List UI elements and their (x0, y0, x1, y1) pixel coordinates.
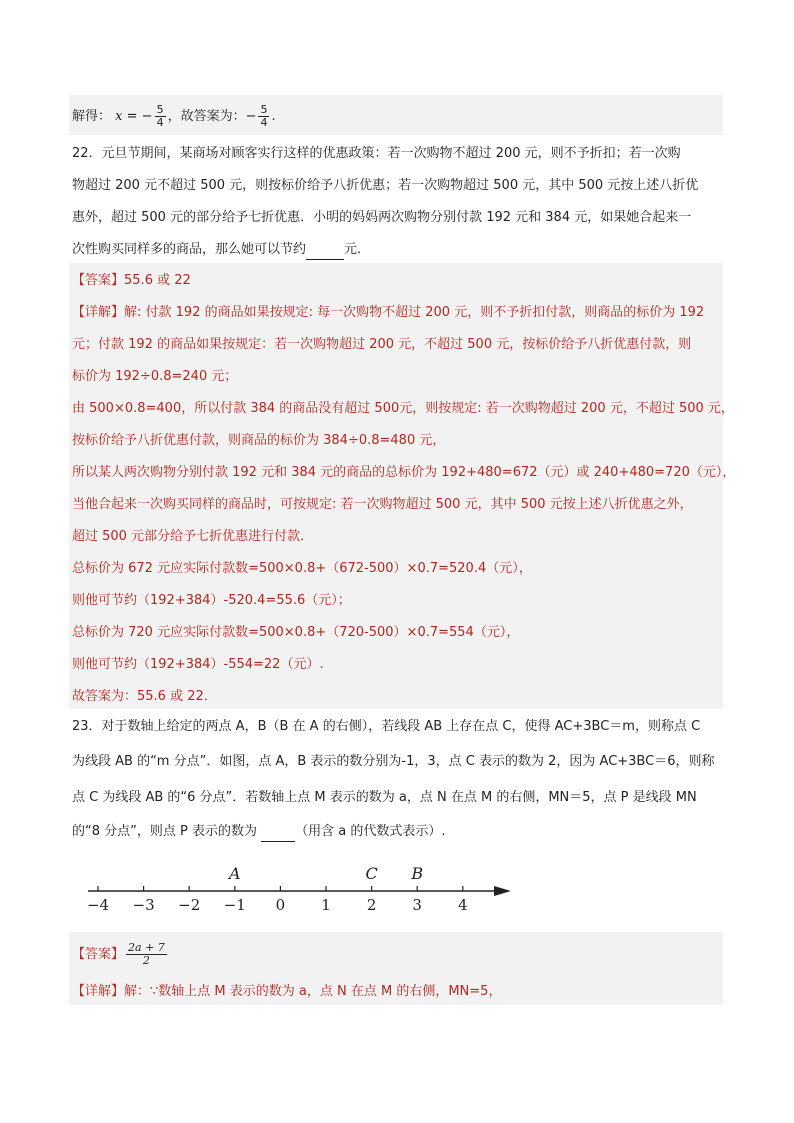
q23-line-4 (72, 822, 446, 842)
frac-den-b: 4 (260, 116, 268, 129)
q22-detail-line-10: 则他可节约（192+384）-520.4=55.6（元）； (72, 593, 351, 608)
answer-fraction (126, 942, 167, 967)
q22-detail-line-4: 由 500×0.8=400，所以付款 384 的商品没有超过 500元，则按规定: 若一次购物超过 200 元，不超过 500 元， (72, 401, 734, 416)
period: . (271, 109, 276, 124)
answer-tag-23: 【答案】 (72, 947, 125, 962)
q22-detail-line-5: 按标价给予八折优惠付款，则商品的标价为 384÷0.8=480 元， (72, 433, 446, 448)
q22-detail-line-3: 标价为 192÷0.8=240 元； (72, 369, 238, 384)
frac-den: 4 (156, 116, 164, 129)
fraction-5-4-b (258, 104, 269, 129)
q22-detail-line-9: 总标价为 672 元应实际付款数=500×0.8+（672-500）×0.7=520.4（元）， (72, 561, 532, 576)
point-label: B (411, 864, 424, 883)
q22-line-4 (72, 240, 370, 260)
detail-first: 解: 付款 192 的商品如果按规定: 每一次购物不超过 200 元，则不予折扣付款，则商品的标价为 192 (124, 305, 705, 320)
frac-num-b: 5 (260, 103, 268, 116)
answer-frac-den: 2 (142, 954, 150, 967)
q22-detail-line-1 (72, 303, 704, 323)
q22-line-3: 惠外，超过 500 元的部分给予七折优惠．小明的妈妈两次购物分别付款 192 元和 384 元，如果她合起来一 (72, 210, 692, 225)
tick-label: 1 (321, 896, 331, 914)
tick-label: 4 (458, 896, 468, 914)
answer-blank-23 (261, 827, 295, 842)
q22-detail-line-2: 元；付款 192 的商品如果按规定：若一次购物超过 200 元，不超过 500 元，按标价给予八折优惠付款，则 (72, 337, 692, 352)
q23-line-1: 23．对于数轴上给定的两点 A，B（B 在 A 的右侧），若线段 AB 上存在点 C，使得 AC+3BC＝m，则称点 C (72, 719, 701, 734)
q23-detail-line-1 (72, 982, 501, 1002)
q22-detail-line-11: 总标价为 720 元应实际付款数=500×0.8+（720-500）×0.7=554（元）， (72, 625, 520, 640)
q22-detail-line-13: 故答案为：55.6 或 22． (72, 689, 217, 704)
fraction-5-4 (155, 104, 166, 129)
detail-tag: 【详解】 (72, 305, 125, 320)
number-line-points (227, 864, 423, 883)
tick-label: −4 (86, 896, 110, 914)
variable-x: x (115, 109, 123, 124)
number-line-arrow (494, 886, 511, 896)
q22-detail-line-12: 则他可节约（192+384）-554=22（元）. (72, 657, 324, 672)
q23-line-2: 为线段 AB 的“m 分点”．如图，点 A，B 表示的数分别为-1，3，点 C 表示的数为 2，因为 AC+3BC＝6，则称 (72, 754, 715, 769)
q22-detail-line-6: 所以某人两次购物分别付款 192 元和 384 元的商品的总标价为 192+480=672（元）或 240+480=720（元）， (72, 465, 736, 480)
q23-line-3: 点 C 为线段 AB 的“6 分点”．若数轴上点 M 表示的数为 a，点 N 在点 M 的右侧，MN＝5，点 P 是线段 MN (72, 790, 697, 805)
tick-label: −3 (132, 896, 155, 914)
number-line-figure (86, 856, 526, 916)
equals-neg: = − (122, 109, 153, 124)
prev-answer-line (72, 104, 276, 129)
answer-blank (306, 245, 344, 260)
detail-text-23: 解：∵数轴上点 M 表示的数为 a，点 N 在点 M 的右侧，MN=5， (124, 984, 502, 999)
q23-last-suffix: （用含 a 的代数式表示）. (295, 824, 446, 839)
answer-value: 55.6 或 22 (124, 273, 191, 288)
answer-frac-num: 2a + 7 (128, 941, 165, 954)
tick-label: 3 (412, 896, 422, 914)
q22-answer (72, 271, 191, 291)
q23-answer (72, 942, 169, 967)
answer-tag: 【答案】 (72, 273, 125, 288)
q22-line-1: 22．元旦节期间，某商场对顾客实行这样的优惠政策：若一次购物不超过 200 元，则不予折扣；若一次购 (72, 146, 681, 161)
q23-last-prefix: 的“8 分点”，则点 P 表示的数为 (72, 824, 262, 839)
tick-label: −2 (178, 896, 201, 914)
tick-label: −1 (223, 896, 246, 914)
point-label: C (365, 864, 378, 883)
prev-answer-prefix: 解得： (72, 109, 112, 124)
number-line-ticks (87, 886, 468, 914)
prev-answer-mid: ，故答案为： (167, 109, 246, 124)
q22-detail-line-8: 超过 500 元部分给予七折优惠进行付款． (72, 529, 314, 544)
point-label: A (229, 864, 241, 883)
q22-detail-line-7: 当他合起来一次购买同样的商品时，可按规定: 若一次购物超过 500 元，其中 500 元按上述八折优惠之外， (72, 497, 693, 512)
tick-label: 0 (275, 896, 286, 914)
tick-label: 2 (366, 896, 377, 914)
q22-line-2: 物超过 200 元不超过 500 元，则按标价给予八折优惠；若一次购物超过 500 元，其中 500 元按上述八折优 (72, 178, 699, 193)
q22-last-prefix: 次性购买同样多的商品，那么她可以节约 (72, 242, 307, 257)
neg-sign: − (245, 109, 257, 124)
frac-num: 5 (156, 103, 164, 116)
detail-tag-23: 【详解】 (72, 984, 125, 999)
q22-last-suffix: 元． (344, 242, 371, 257)
